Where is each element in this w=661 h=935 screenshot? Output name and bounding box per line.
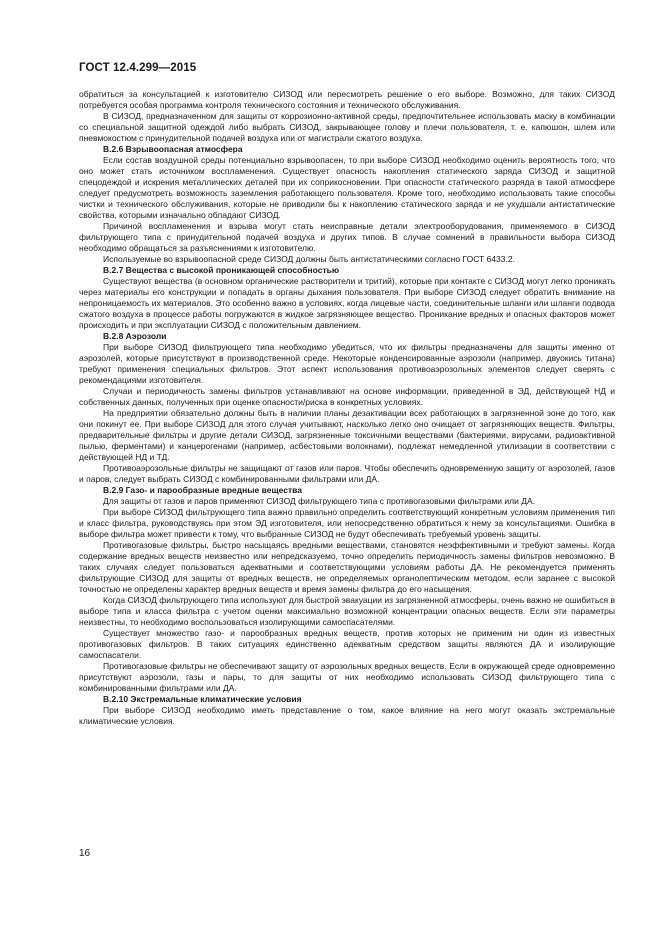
- paragraph: Когда СИЗОД фильтрующего типа используют для быстрой эвакуации из загрязненной атмосферы, очень важно не ошибиться в выборе типа и класса фильтра с учетом оценки максимально возможной концентрации опасных веществ. Если эти параметры неизвестны, то необходимо воспользоваться изолирующими самоспасателями.: [79, 595, 615, 627]
- paragraph: При выборе СИЗОД необходимо иметь представление о том, какое влияние на него могут оказать экстремальные климатические условия.: [79, 705, 615, 726]
- document-header: ГОСТ 12.4.299—2015: [79, 62, 197, 74]
- section-heading: В.2.7 Вещества с высокой проникающей способностью: [103, 265, 340, 275]
- section-heading: В.2.9 Газо- и парообразные вредные вещества: [103, 485, 302, 495]
- paragraph: Для защиты от газов и паров применяют СИЗОД фильтрующего типа с противогазовыми фильтрами или ДА.: [103, 496, 536, 506]
- page-number: 16: [79, 848, 91, 859]
- paragraph: Существуют вещества (в основном органические растворители и тритий), которые при контакте с СИЗОД могут легко проникать через материалы его конструкции и попадать в органы дыхания пользователя. При выборе СИЗОД следует обратить внимание на непроницаемость их материалов. Это особенно важно в условиях, когда лицевые части, соединительные шланги или шланги подвода сжатого воздуха в процессе работы погружаются в жидкое загрязняющее вещество. Проникание вредных и опасных факторов может происходить и при эксплуатации СИЗОД с положительным давлением.: [79, 276, 615, 330]
- paragraph: На предприятии обязательно должны быть в наличии планы дезактивации всех работающих в загрязненной зоне до того, как они покинут ее. При выборе СИЗОД для этого случая учитывают, насколько легко оно очищает от загрязняющих веществ. Фильтры, предварительные фильтры и другие детали СИЗОД, загрязненные токсичными веществами (бактериями, вирусами, радиоактивной пылью, ферментами) и канцерогенами (например, асбестовыми волокнами), подлежат немедленной утилизации в соответствии с действующей НД и ТД.: [79, 408, 615, 462]
- section-heading: В.2.6 Взрывоопасная атмосфера: [103, 144, 243, 154]
- document-body: [79, 89, 615, 727]
- paragraph: Противогазовые фильтры не обеспечивают защиту от аэрозольных вредных веществ. Если в окружающей среде одновременно присутствуют аэрозоли, газы и пары, то для защиты от них необходимо использовать СИЗОД фильтрующего типа с комбинированными фильтрами или ДА.: [79, 661, 615, 693]
- paragraph: Если состав воздушной среды потенциально взрывоопасен, то при выборе СИЗОД необходимо оценить вероятность того, что оно может стать источником воспламенения. Существует опасность накопления статического заряда СИЗОД и защитной спецодеждой и искрения металлических деталей при их соприкосновении. При опасности статического разряда в такой атмосфере следует предусмотреть возможность заземления работающего пользователя. Кроме того, необходимо использовать такие способы чистки и технического обслуживания, которые не приводили бы к накоплению статического заряда и не ухудшали антистатические свойства, которыми изначально обладают СИЗОД.: [79, 155, 615, 220]
- section-heading: В.2.10 Экстремальные климатические условия: [103, 694, 302, 704]
- paragraph: обратиться за консультацией к изготовителю СИЗОД или пересмотреть решение о его выборе. Возможно, для таких СИЗОД потребуется особая программа контроля технического состояния и технического обслуживания.: [79, 89, 615, 110]
- paragraph: Используемые во взрывоопасной среде СИЗОД должны быть антистатическими согласно ГОСТ 6433.2.: [103, 254, 515, 264]
- paragraph: Противоаэрозольные фильтры не защищают от газов или паров. Чтобы обеспечить одновременную защиту от аэрозолей, газов и паров, следует выбрать СИЗОД с комбинированными фильтрами или ДА.: [79, 463, 615, 484]
- paragraph: Причиной воспламенения и взрыва могут стать неисправные детали электрооборудования, применяемого в СИЗОД фильтрующего типа с принудительной подачей воздуха и других типов. В случае сомнений в правильности выбора СИЗОД необходимо обращаться за разъяснениями к изготовителю.: [79, 221, 615, 253]
- paragraph: При выборе СИЗОД фильтрующего типа необходимо убедиться, что их фильтры предназначены для защиты именно от аэрозолей, которые присутствуют в производственной среде. Некоторые конденсированные аэрозоли (например, двуокись титана) требуют применения специальных фильтров. Этот аспект использования противоаэрозольных элементов следует сверять с рекомендациями изготовителя.: [79, 342, 615, 385]
- paragraph: В СИЗОД, предназначенном для защиты от коррозионно-активной среды, предпочтительнее использовать маску в комбинации со специальной защитной одеждой либо выбрать СИЗОД, закрывающее голову и плечи пользователя, т. е. капюшон, шлем или пневмокостюм с принудительной подачей воздуха или от магистрали сжатого воздуха.: [79, 111, 615, 143]
- paragraph: При выборе СИЗОД фильтрующего типа важно правильно определить соответствующий конкретным условиям применения тип и класс фильтра, руководствуясь при этом ЭД изготовителя, или непосредственно обратиться к нему за консультациями. Ошибка в выборе фильтра может привести к тому, что выбранные СИЗОД не будут обеспечивать требуемый уровень защиты.: [79, 507, 615, 539]
- paragraph: Существует множество газо- и парообразных вредных веществ, против которых не применим ни один из известных противогазовых фильтров. В таких ситуациях единственно адекватным средством защиты являются ДА и изолирующие самоспасатели.: [79, 628, 615, 660]
- paragraph: Противогазовые фильтры, быстро насыщаясь вредными веществами, становятся неэффективными и требуют замены. Когда содержание вредных веществ неизвестно или непредсказуемо, точно определить периодичность замены фильтров невозможно. В таких случаях следует пользоваться адекватными и соответствующими условиям работы ДА. Не рекомендуется применять фильтрующие СИЗОД для защиты от вредных веществ, не определяемых органолептическим методом, если заранее с высокой точностью не определены характер вредных веществ и время замены фильтра до его насыщения.: [79, 540, 615, 594]
- paragraph: Случаи и периодичность замены фильтров устанавливают на основе информации, приведенной в ЭД, действующей НД и собственных данных, полученных при оценке опасности/риска в конкретных условиях.: [79, 386, 615, 407]
- section-heading: В.2.8 Аэрозоли: [103, 331, 167, 341]
